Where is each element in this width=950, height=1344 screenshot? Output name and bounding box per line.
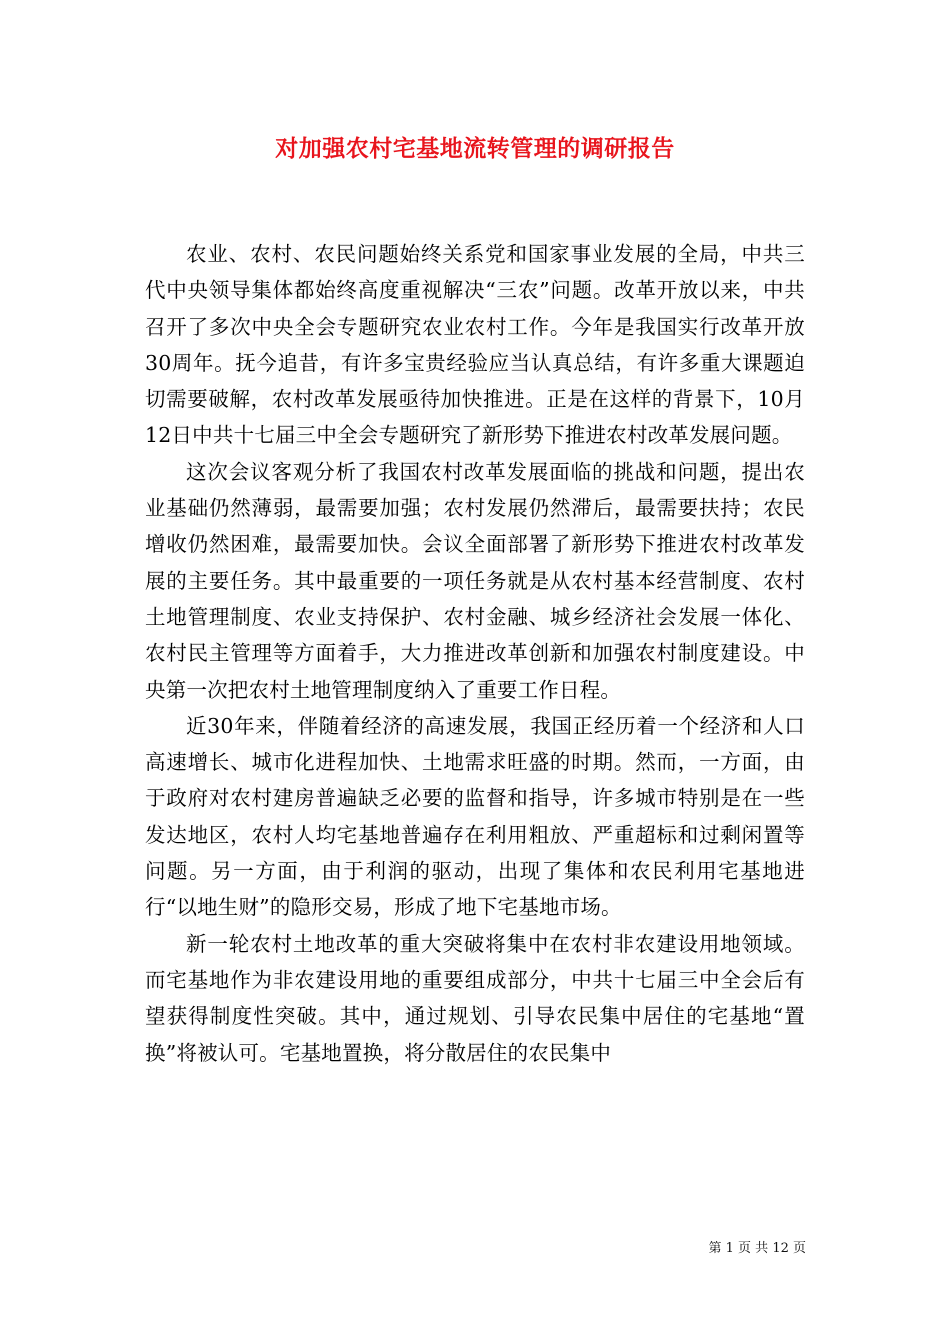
page-number-footer: 第 1 页 共 12 页 <box>708 1241 806 1256</box>
document-body <box>145 236 805 1071</box>
paragraph-1: 农业、农村、农民问题始终关系党和国家事业发展的全局，中共三代中央领导集体都始终高度重视解决“三农”问题。改革开放以来，中共召开了多次中央全会专题研究农业农村工作。今年是我国实行改革开放30周年。抚今追昔，有许多宝贵经验应当认真总结，有许多重大课题迫切需要破解，农村改革发展亟待加快推进。正是在这样的背景下，10月12日中共十七届三中全会专题研究了新形势下推进农村改革发展问题。 <box>145 242 805 448</box>
paragraph-4: 新一轮农村土地改革的重大突破将集中在农村非农建设用地领域。而宅基地作为非农建设用地的重要组成部分，中共十七届三中全会后有望获得制度性突破。其中，通过规划、引导农民集中居住的宅基地“置换”将被认可。宅基地置换，将分散居住的农民集中 <box>145 931 805 1065</box>
paragraph-3: 近30年来，伴随着经济的高速发展，我国正经历着一个经济和人口高速增长、城市化进程加快、土地需求旺盛的时期。然而，一方面，由于政府对农村建房普遍缺乏必要的监督和指导，许多城市特别是在一些发达地区，农村人均宅基地普遍存在利用粗放、严重超标和过剩闲置等问题。另一方面，由于利润的驱动，出现了集体和农民利用宅基地进行“以地生财”的隐形交易，形成了地下宅基地市场。 <box>145 713 805 920</box>
paragraph-2: 这次会议客观分析了我国农村改革发展面临的挑战和问题，提出农业基础仍然薄弱，最需要加强；农村发展仍然滞后，最需要扶持；农民增收仍然困难，最需要加快。会议全面部署了新形势下推进农村改革发展的主要任务。其中最重要的一项任务就是从农村基本经营制度、农村土地管理制度、农业支持保护、农村金融、城乡经济社会发展一体化、农村民主管理等方面着手，大力推进改革创新和加强农村制度建设。中央第一次把农村土地管理制度纳入了重要工作日程。 <box>145 459 805 702</box>
document-title: 对加强农村宅基地流转管理的调研报告 <box>275 135 675 162</box>
